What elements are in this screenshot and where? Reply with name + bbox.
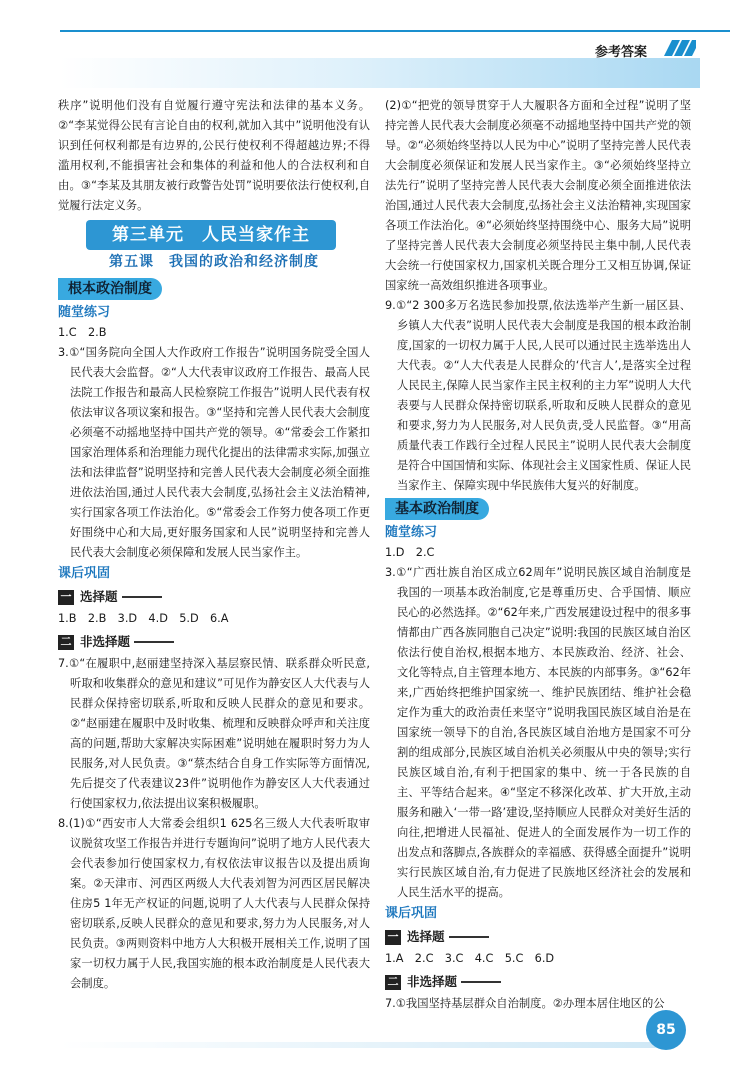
practice-answers: 1.C 2.B <box>58 326 107 339</box>
practice-heading: 随堂练习 <box>58 305 111 320</box>
category-non-choice <box>385 972 691 992</box>
question-8-part-2: (2)①“把党的领导贯穿于人大履职各方面和全过程”说明了坚持完善人民代表大会制度必须毫不动摇地坚持中国共产党的领导。②“必须始终坚持以人民为中心”说明了坚持完善人民代表大会制度必须保证和发展人民当家作主。③“必须始终坚持立法先行”说明了坚持完善人民代表大会制度必须全面推进依法治国,通过人民代表大会制度,弘扬社会主义法治精神,实现国家各项工作法治化。④“必须始终坚持围绕中心、服务大局”说明了坚持完善人民代表大会制度必须坚持民主集中制,人民代表大会统一行使国家权力,国家机关既合理分工又相互协调,保证国家统一高效组织推进各项事业。 <box>385 99 691 292</box>
header-band <box>60 58 700 88</box>
question-9: 9.①“2 300多万名选民参加投票,依法选举产生新一届区县、乡镇人大代表”说明人民代表大会制度是我国的根本政治制度,国家的一切权力属于人民,人民可以通过民主选举选出人大代表。②“人大代表是人民群众的‘代言人’,是落实全过程人民民主,保障人民当家作主民主权利的主力军”说明人大代表要与人民群众保持密切联系,听取和反映人民群众的意见和要求,努力为人民服务,对人民负责,受人民监督。③“用高质量代表工作践行全过程人民民主”说明人民代表大会制度是符合中国国情和实际、体现社会主义国家性质、保证人民当家作主、保障实现中华民族伟大复兴的好制度。 <box>385 299 691 492</box>
category-label: 选择题 <box>80 589 118 604</box>
bottom-band <box>60 1042 660 1048</box>
left-column <box>58 96 370 994</box>
header-stripes-icon <box>662 40 696 56</box>
category-number: 一 <box>58 590 74 605</box>
category-rule <box>461 981 501 983</box>
category-non-choice <box>58 632 370 652</box>
category-choice <box>385 927 691 947</box>
category-label: 非选择题 <box>80 634 131 649</box>
section-root-political-system: 根本政治制度 <box>58 278 162 300</box>
practice-heading: 随堂练习 <box>385 525 438 540</box>
category-choice <box>58 587 370 607</box>
category-rule <box>449 936 489 938</box>
section-basic-political-system: 基本政治制度 <box>385 498 489 520</box>
page-number: 85 <box>646 1010 686 1050</box>
header-rule <box>60 30 730 32</box>
category-number: 一 <box>385 930 401 945</box>
intro-paragraph: 秩序”说明他们没有自觉履行遵守宪法和法律的基本义务。②“李某觉得公民有言论自由的权利,就加入其中”说明他没有认识到任何权利都是有边界的,公民行使权利不得超越边界;不得滥用权利,不能損害社会和集体的利益和他人的合法权利和自由。③“李某及其朋友被行政警告处罚”说明要依法行使权利,自觉履行法定义务。 <box>58 99 370 212</box>
category-number: 二 <box>58 635 74 650</box>
category-number: 二 <box>385 975 401 990</box>
category-label: 非选择题 <box>407 974 458 989</box>
category-rule <box>122 596 162 598</box>
unit-banner: 第三单元 人民当家作主 <box>86 220 336 250</box>
question-7: 7.①“在履职中,赵丽建坚持深入基层察民情、联系群众听民意,听取和收集群众的意见和建议”可见作为静安区人大代表与人民群众保持密切联系,听取和反映人民群众的意见和要求。②“赵丽建在履职中及时收集、梳理和反映群众呼声和关注度高的问题,帮助大家解决实际困难”说明她在履职时努力为人民服务,对人民负责。③“蔡杰结合自身工作实际等方面情况,先后提交了代表建议23件”说明他作为静安区人大代表通过行使国家权力,依法提出议案积极履职。 <box>58 657 370 810</box>
question-7: 7.①我国坚持基层群众自治制度。②办理本居住地区的公 <box>385 997 665 1010</box>
after-class-heading: 课后巩固 <box>385 906 438 921</box>
lesson-title: 第五课 我国的政治和经济制度 <box>109 254 319 270</box>
category-label: 选择题 <box>407 929 445 944</box>
header-label: 参考答案 <box>595 45 648 60</box>
choice-answers: 1.A 2.C 3.C 4.C 5.C 6.D <box>385 952 555 965</box>
question-3: 3.①“广西壮族自治区成立62周年”说明民族区域自治制度是我国的一项基本政治制度,它是尊重历史、合乎国情、顺应民心的必然选择。②“62年来,广西发展建设过程中的很多事情都由广西各族同胞自己决定”说明:我国的民族区域自治区依法行使自治权,根据本地方、本民族政治、经济、社会、文化等特点,自主管理本地方、本民族的内部事务。③“62年来,广西始终把维护国家统一、维护民族团结、维护社会稳定作为重大的政治责任来坚守”说明我国民族区域自治是在国家统一领导下的自治,各民族区域自治地方是国家不可分割的组成部分,民族区域自治机关必须服从中央的领导;实行民族区域自治,有利于把国家的集中、统一于各民族的自主、平等结合起来。④“坚定不移深化改革、扩大开放,主动服务和融入‘一带一路’建设,坚持顺应人民群众对美好生活的向往,把增进人民福祉、促进人的全面发展作为一切工作的出发点和落脚点,各族群众的幸福感、获得感全面提升”说明实行民族区域自治,有力促进了民族地区经济社会的发展和人民生活水平的提高。 <box>385 566 691 899</box>
right-column <box>385 96 691 1014</box>
question-3: 3.①“国务院向全国人大作政府工作报告”说明国务院受全国人民代表大会监督。②“人大代表审议政府工作报告、最高人民法院工作报告和最高人民检察院工作报告”说明人民代表有权依法审议各项议案和报告。③“坚持和完善人民代表大会制度必须毫不动摇地坚持中国共产党的领导。④“常委会工作紧扣国家治理体系和治理能力现代化提出的法律需求实际,加强立法和法律监督”说明坚持和完善人民代表大会制度必须全面推进依法治国,通过人民代表大会制度,弘扬社会主义法治精神,实行国家各项工作法治化。⑤“常委会工作努力使各项工作更好围绕中心和大局,更好服务国家和人民”说明坚持和完善人民代表大会制度必须保障和发展人民当家作主。 <box>58 346 370 559</box>
category-rule <box>134 641 174 643</box>
practice-answers: 1.D 2.C <box>385 546 435 559</box>
question-8: 8.(1)①“西安市人大常委会组织1 625名三级人大代表听取审议脱贫攻坚工作报告并进行专题询问”说明了地方人民代表大会代表参加行使国家权力,有权依法审议报告以及提出质询案。②天津市、河西区两级人大代表刘智为河西区居民解决住房5 1年无产权证的问题,说明了人大代表与人民群众保持密切联系,反映人民群众的意见和要求,努力为人民服务,对人民负责。③两则资料中地方人大积极开展相关工作,说明了国家一切权力属于人民,我国实施的根本政治制度是人民代表大会制度。 <box>58 817 370 990</box>
choice-answers: 1.B 2.B 3.D 4.D 5.D 6.A <box>58 612 229 625</box>
after-class-heading: 课后巩固 <box>58 566 111 581</box>
